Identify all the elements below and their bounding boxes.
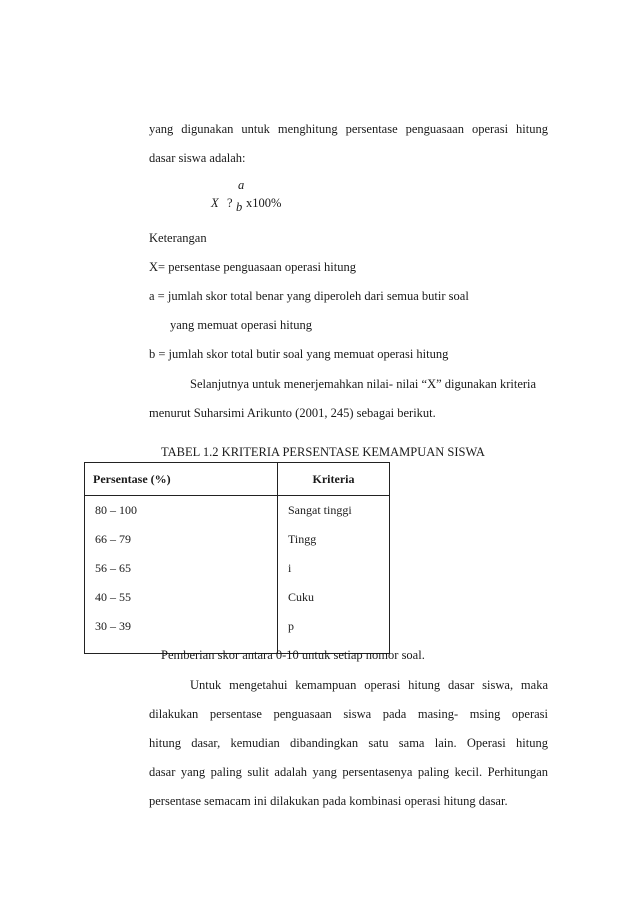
b-definition: b = jumlah skor total butir soal yang memuat operasi hitung bbox=[149, 347, 449, 361]
persentase-cell: 40 – 55 bbox=[95, 590, 131, 604]
paragraph-2-line-4: dasar yang paling sulit adalah yang persentasenya paling kecil. Perhitungan bbox=[149, 765, 548, 779]
persentase-cell: 30 – 39 bbox=[95, 619, 131, 633]
kriteria-column bbox=[278, 496, 390, 654]
persentase-cell: 80 – 100 bbox=[95, 503, 137, 517]
formula-operator: ? bbox=[227, 196, 233, 210]
table-row bbox=[85, 496, 390, 654]
persentase-column bbox=[85, 496, 278, 654]
keterangan-heading: Keterangan bbox=[149, 231, 207, 245]
paragraph-1-line-1: Selanjutnya untuk menerjemahkan nilai- nilai “X” digunakan kriteria bbox=[190, 377, 537, 391]
paragraph-2-line-5: persentase semacam ini dilakukan pada kombinasi operasi hitung dasar. bbox=[149, 794, 508, 808]
persentase-cell: 66 – 79 bbox=[95, 532, 131, 546]
kriteria-cell: Cuku bbox=[288, 590, 315, 604]
header-persentase: Persentase (%) bbox=[85, 463, 278, 496]
kriteria-cell: Sangat tinggi bbox=[288, 503, 352, 517]
x-definition: X= persentase penguasaan operasi hitung bbox=[149, 260, 356, 274]
criteria-table bbox=[84, 462, 390, 654]
paragraph-2-line-3: hitung dasar, kemudian dibandingkan satu sama lain. Operasi hitung bbox=[149, 736, 548, 750]
kriteria-cell: i bbox=[288, 561, 292, 575]
formula-suffix: x100% bbox=[246, 196, 282, 210]
paragraph-1-line-2: menurut Suharsimi Arikunto (2001, 245) sebagai berikut. bbox=[149, 406, 436, 420]
formula-denominator: b bbox=[236, 200, 243, 214]
paragraph-2-line-2: dilakukan persentase penguasaan siswa pada masing- msing operasi bbox=[149, 707, 548, 721]
a-definition-line-1: a = jumlah skor total benar yang diperoleh dari semua butir soal bbox=[149, 289, 469, 303]
formula-lhs: X bbox=[211, 196, 219, 210]
kriteria-cell: p bbox=[288, 619, 294, 633]
formula-numerator: a bbox=[238, 178, 245, 192]
intro-line-2: dasar siswa adalah: bbox=[149, 151, 246, 165]
kriteria-cell: Tingg bbox=[288, 532, 317, 546]
header-kriteria: Kriteria bbox=[278, 463, 390, 496]
table-header-row bbox=[85, 463, 390, 496]
persentase-cell: 56 – 65 bbox=[95, 561, 131, 575]
table-caption: TABEL 1.2 KRITERIA PERSENTASE KEMAMPUAN SISWA bbox=[161, 445, 485, 459]
a-definition-line-2: yang memuat operasi hitung bbox=[170, 318, 312, 332]
scoring-note: Pemberian skor antara 0-10 untuk setiap nomor soal. bbox=[161, 648, 425, 662]
intro-line-1: yang digunakan untuk menghitung persentase penguasaan operasi hitung bbox=[149, 122, 548, 136]
paragraph-2-line-1: Untuk mengetahui kemampuan operasi hitung dasar siswa, maka bbox=[190, 678, 548, 692]
